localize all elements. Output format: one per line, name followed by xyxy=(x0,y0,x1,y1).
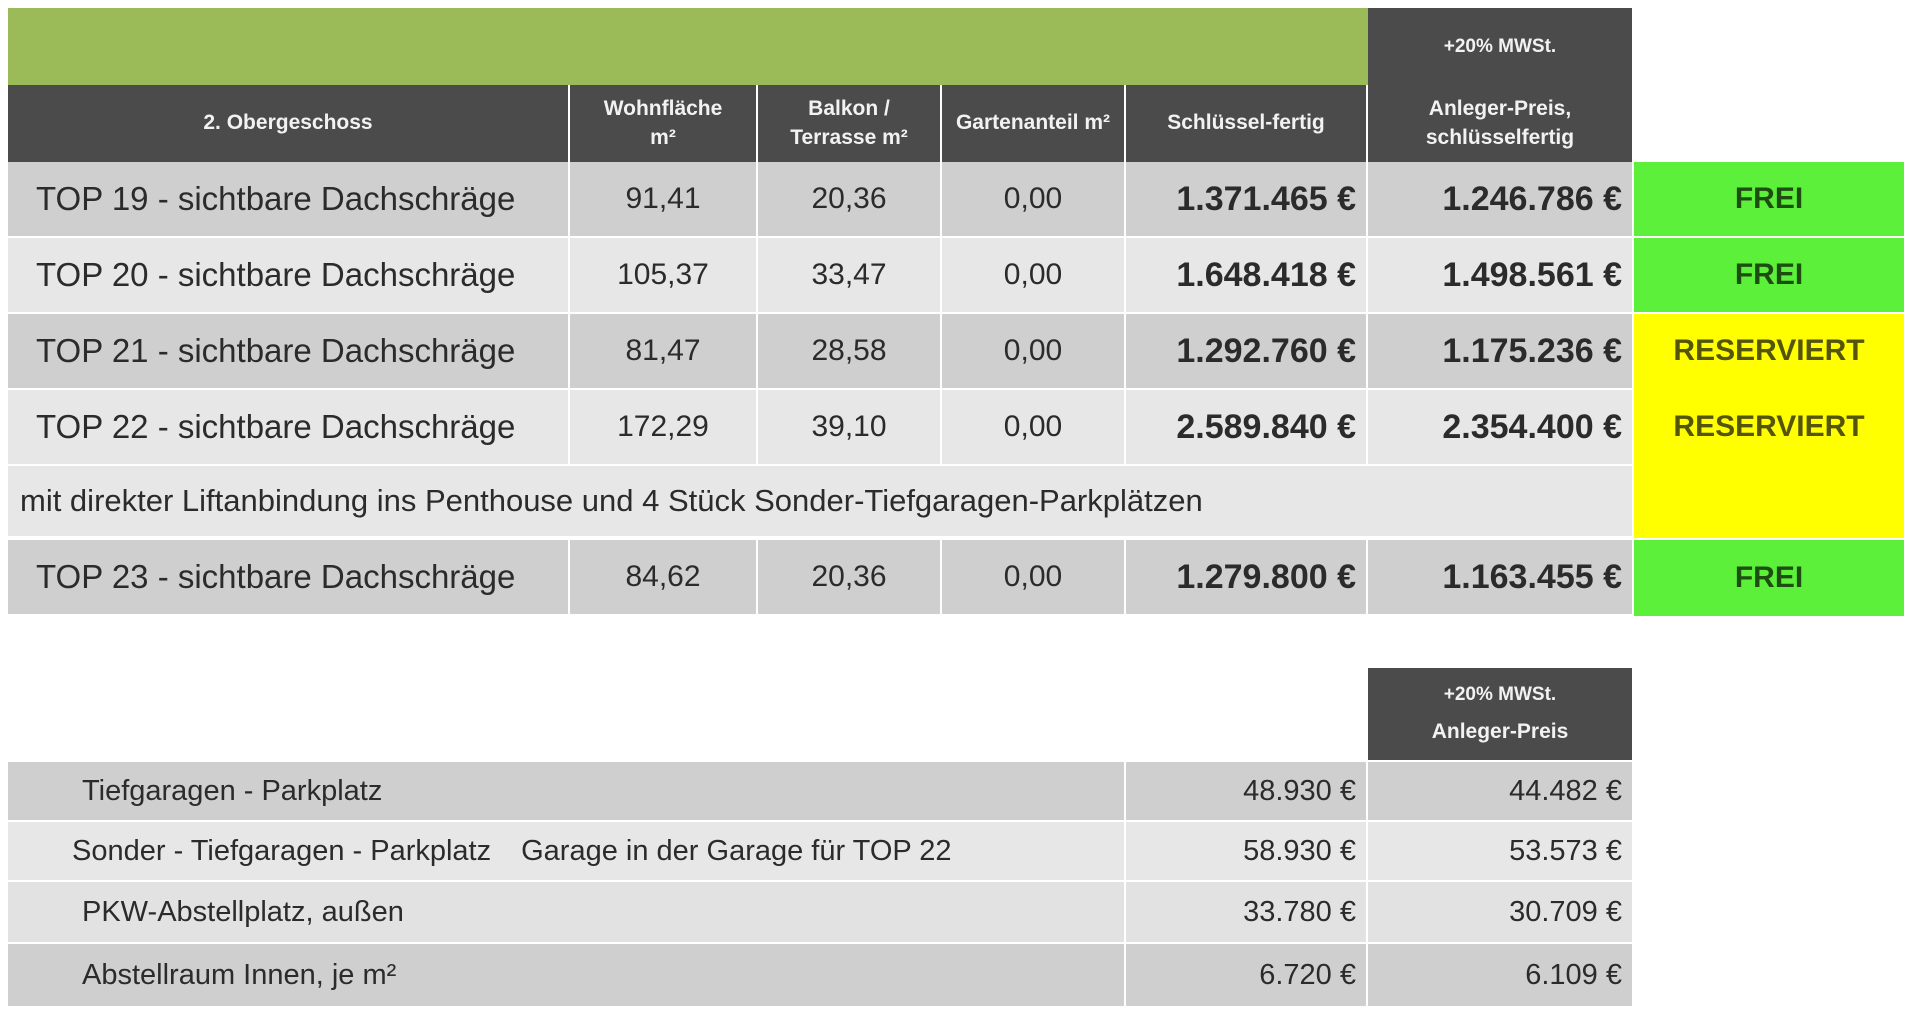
unit-name: TOP 22 - sichtbare Dachschräge xyxy=(8,390,568,464)
status-badge: RESERVIERT xyxy=(1634,390,1904,464)
unit-balkon: 39,10 xyxy=(758,390,940,464)
unit-garten: 0,00 xyxy=(942,314,1124,388)
status-badge: FREI xyxy=(1634,238,1904,312)
extras-item-name: Tiefgaragen - Parkplatz xyxy=(8,762,1124,820)
status-badge: FREI xyxy=(1634,162,1904,236)
extras-item-preis: 58.930 € xyxy=(1126,822,1366,880)
unit-balkon: 33,47 xyxy=(758,238,940,312)
unit-preis: 1.648.418 € xyxy=(1126,238,1366,312)
header-wohnflaeche-label: Wohnfläche m² xyxy=(603,97,723,149)
unit-garten: 0,00 xyxy=(942,390,1124,464)
unit-wohnflaeche: 81,47 xyxy=(570,314,756,388)
header-anleger-label: Anleger-Preis, schlüsselfertig xyxy=(1425,97,1575,149)
extras-item-preis: 48.930 € xyxy=(1126,762,1366,820)
header-schluessel-label: Schlüssel-fertig xyxy=(1167,111,1325,135)
top22-note: mit direkter Liftanbindung ins Penthouse und 4 Stück Sonder-Tiefgaragen-Parkplätzen xyxy=(8,466,1632,536)
header-schluessel xyxy=(1126,85,1366,162)
unit-name: TOP 19 - sichtbare Dachschräge xyxy=(8,162,568,236)
unit-garten: 0,00 xyxy=(942,540,1124,614)
unit-name: TOP 20 - sichtbare Dachschräge xyxy=(8,238,568,312)
unit-wohnflaeche: 172,29 xyxy=(570,390,756,464)
header-green-bar xyxy=(8,8,1368,85)
extras-item-anleger: 53.573 € xyxy=(1368,822,1632,880)
unit-anleger: 1.246.786 € xyxy=(1368,162,1632,236)
extras-item-anleger: 44.482 € xyxy=(1368,762,1632,820)
header-garten xyxy=(942,85,1124,162)
extras-header xyxy=(1368,668,1632,760)
unit-balkon: 28,58 xyxy=(758,314,940,388)
unit-balkon: 20,36 xyxy=(758,162,940,236)
unit-preis: 1.371.465 € xyxy=(1126,162,1366,236)
unit-garten: 0,00 xyxy=(942,162,1124,236)
unit-preis: 2.589.840 € xyxy=(1126,390,1366,464)
header-balkon-label: Balkon / Terrasse m² xyxy=(790,97,908,149)
extras-header-mwst: +20% MWSt. xyxy=(1443,684,1557,705)
unit-wohnflaeche: 105,37 xyxy=(570,238,756,312)
extras-item-name: Sonder - Tiefgaragen - Parkplatz xyxy=(72,834,492,867)
unit-anleger: 1.175.236 € xyxy=(1368,314,1632,388)
header-anleger xyxy=(1368,85,1632,162)
extras-item-anleger: 6.109 € xyxy=(1368,944,1632,1006)
unit-balkon: 20,36 xyxy=(758,540,940,614)
unit-wohnflaeche: 84,62 xyxy=(570,540,756,614)
status-badge: RESERVIERT xyxy=(1634,314,1904,388)
extras-item-name: PKW-Abstellplatz, außen xyxy=(8,882,1124,942)
unit-preis: 1.279.800 € xyxy=(1126,540,1366,614)
unit-name: TOP 23 - sichtbare Dachschräge xyxy=(8,540,568,614)
header-balkon xyxy=(758,85,940,162)
unit-anleger: 1.498.561 € xyxy=(1368,238,1632,312)
header-mwst-label: +20% MWSt. xyxy=(1443,35,1557,57)
extras-item-row xyxy=(8,822,1124,880)
unit-garten: 0,00 xyxy=(942,238,1124,312)
extras-item-preis: 33.780 € xyxy=(1126,882,1366,942)
extras-item-anleger: 30.709 € xyxy=(1368,882,1632,942)
extras-item-preis: 6.720 € xyxy=(1126,944,1366,1006)
unit-name: TOP 21 - sichtbare Dachschräge xyxy=(8,314,568,388)
header-floor-label: 2. Obergeschoss xyxy=(203,111,373,135)
header-floor xyxy=(8,85,568,162)
unit-anleger: 2.354.400 € xyxy=(1368,390,1632,464)
unit-anleger: 1.163.455 € xyxy=(1368,540,1632,614)
unit-preis: 1.292.760 € xyxy=(1126,314,1366,388)
extras-item-name: Abstellraum Innen, je m² xyxy=(8,944,1124,1006)
extras-header-anleger: Anleger-Preis xyxy=(1431,719,1569,743)
status-badge: FREI xyxy=(1634,540,1904,616)
header-garten-label: Gartenanteil m² xyxy=(955,111,1111,135)
header-mwst xyxy=(1368,8,1632,85)
header-wohnflaeche xyxy=(570,85,756,162)
extras-item-desc: Garage in der Garage für TOP 22 xyxy=(521,834,952,867)
unit-wohnflaeche: 91,41 xyxy=(570,162,756,236)
